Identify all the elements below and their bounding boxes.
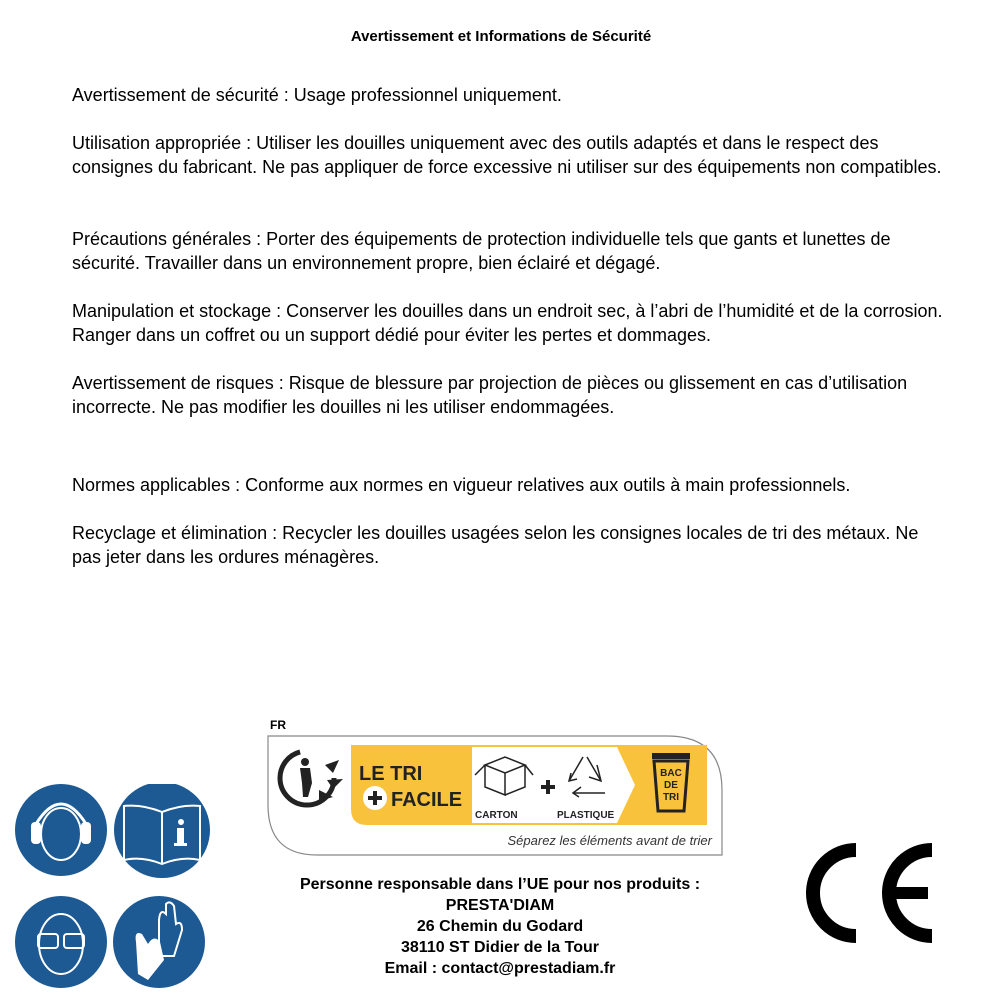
triman-recycling-label (267, 735, 725, 857)
address-intro: Personne responsable dans l’UE pour nos produits : (299, 876, 701, 893)
paragraph-standards: Normes applicables : Conforme aux normes en vigueur relatives aux outils à main professionnels. (72, 475, 851, 495)
address-company: PRESTA'DIAM (445, 897, 555, 914)
triman-line1: LE TRI (359, 763, 423, 785)
safety-icons (14, 784, 214, 990)
gloves-icon (113, 896, 205, 988)
paragraph-safety-warning: Avertissement de sécurité : Usage professionnel uniquement. (72, 85, 562, 105)
triman-item2: PLASTIQUE (557, 810, 615, 821)
paragraph-general-precautions: Précautions générales : Porter des équipements de protection individuelle tels que gants et lunettes de sécurité. Travailler dans un environnement propre, bien éclairé et dégagé. (72, 229, 891, 273)
address-email: Email : contact@prestadiam.fr (384, 960, 616, 977)
paragraph-recycling: Recyclage et élimination : Recycler les douilles usagées selon les consignes locales de tri des métaux. Ne pas jeter dans les ordures ménagères. (72, 523, 919, 567)
triman-caption: Séparez les éléments avant de trier (507, 833, 712, 848)
paragraph-appropriate-use: Utilisation appropriée : Utiliser les douilles uniquement avec des outils adaptés et dans le respect des consignes du fabricant. Ne pas appliquer de force excessive ni utiliser sur des équipements non compatibles. (72, 133, 942, 177)
svg-text:BAC: BAC (660, 768, 682, 779)
paragraph-risk-warning: Avertissement de risques : Risque de blessure par projection de pièces ou glissement en cas d’utilisation incorrecte. Ne pas modifier les douilles ni les utiliser endommagées. (72, 373, 908, 417)
page-title: Avertissement et Informations de Sécurité (350, 28, 652, 45)
eye-protection-icon (15, 896, 107, 988)
svg-text:DE: DE (664, 780, 678, 791)
address-city: 38110 ST Didier de la Tour (401, 939, 599, 956)
triman-item1: CARTON (475, 810, 518, 821)
paragraph-handling-storage: Manipulation et stockage : Conserver les douilles dans un endroit sec, à l’abri de l’humidité et de la corrosion. Ranger dans un coffret ou un support dédié pour éviter les pertes et dommages. (72, 301, 943, 345)
triman-country: FR (270, 718, 286, 732)
triman-line2: FACILE (391, 789, 463, 811)
ce-mark-icon (796, 842, 940, 944)
address-street: 26 Chemin du Godard (416, 918, 584, 935)
read-manual-icon (114, 784, 210, 878)
svg-text:TRI: TRI (662, 792, 680, 803)
ear-protection-icon (15, 784, 107, 876)
responsible-person-address (240, 874, 760, 979)
